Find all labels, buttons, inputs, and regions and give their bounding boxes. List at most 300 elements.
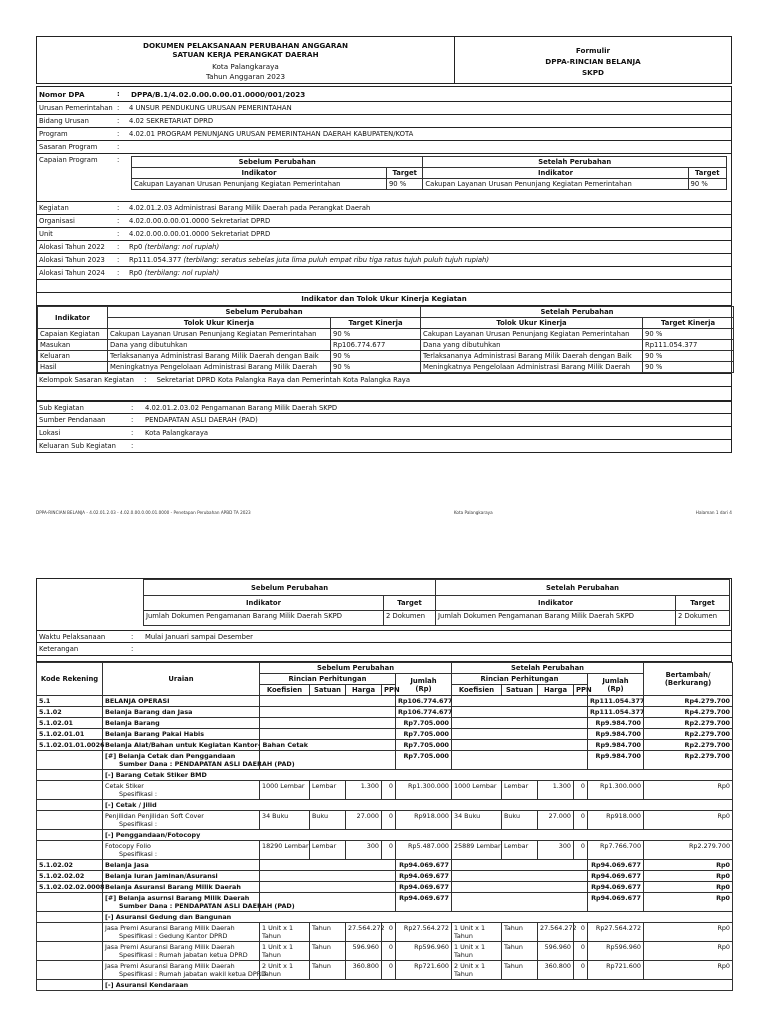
organisasi-value: 4.02.0.00.0.00.01.0000 Sekretariat DPRD [129,217,271,225]
kinerja-cell-ind: Hasil [38,362,108,373]
p2-before-target: 2 Dokumen [384,611,436,626]
rincian-diff: Rp0 [644,882,733,893]
item-spec: Spesifikasi : Rumah jabatan wakil ketua DPRD [119,970,267,978]
rincian-kode-empty [37,781,103,800]
rincian-subgroup-row [37,770,733,781]
alokasi-2023-row: Alokasi Tahun 2023 : Rp111.054.377 (terbilang: seratus sebelas juta lima puluh empat ribu tiga ratus tujuh puluh tujuh rupiah) [36,254,732,267]
item-spec: Spesifikasi : [119,790,157,798]
rincian-kode: 5.1 [37,696,103,707]
header-title-line2: SATUAN KERJA PERANGKAT DAERAH [172,50,319,59]
rincian-subgroup-row [37,800,733,811]
rincian-after-jumlah: Rp94.069.677 [588,860,644,871]
bidang-label: Bidang Urusan [39,117,89,125]
rincian-after-jumlah: Rp111.054.377 [588,696,644,707]
after-rp-label: (Rp) [607,684,624,693]
before-koef-line2: Tahun [262,951,281,959]
rincian-after-jumlah: Rp9.984.700 [588,718,644,729]
waktu-label: Waktu Pelaksanaan [39,632,106,641]
kinerja-cell-b-target: 90 % [331,351,421,362]
form-name-2: SKPD [582,68,604,77]
rincian-kode-empty [37,961,103,980]
rincian-before-jumlah: Rp106.774.677 [396,696,452,707]
alokasi-2022-row: Alokasi Tahun 2022 : Rp0 (terbilang: nol rupiah) [36,241,732,254]
rincian-account-row [37,740,733,751]
rincian-uraian: Belanja Barang dan Jasa [103,707,260,718]
rincian-kode-empty [37,841,103,860]
after-jumlah: Rp7.766.700 [588,841,644,860]
rincian-account-row [37,718,733,729]
waktu-value: Mulai Januari sampai Desember [145,632,253,641]
after-col-ppn: PPN [574,685,588,696]
kinerja-cell-a-target: 90 % [643,351,734,362]
sumber-label: Sumber Pendanaan [39,416,106,424]
before-ppn: 0 [382,961,396,980]
rincian-subgroup-row [37,830,733,841]
capaian-after-target: 90 % [688,179,726,190]
rincian-subgroup-row [37,980,733,991]
rincian-after-jumlah [588,674,644,696]
before-harga: 300 [346,841,382,860]
kinerja-section [36,293,732,387]
nomor-dpa-row [36,86,732,102]
rincian-account-row [37,729,733,740]
kinerja-cell-a-tolok: Dana yang dibutuhkan [421,340,643,351]
after-satuan: Tahun [502,961,538,980]
after-koef-line2: Tahun [454,932,473,940]
before-jumlah: Rp5.487.000 [396,841,452,860]
rincian-kode-empty [37,751,103,770]
rincian-kode: 5.1.02.02.02.0008 [37,882,103,893]
before-koef-line2: Tahun [262,970,281,978]
alokasi-2023-note: (terbilang: seratus sebelas juta lima puluh empat ribu tiga ratus tujuh puluh tujuh rupiah) [183,256,489,264]
rincian-diff: Rp0 [644,923,733,942]
rincian-after-jumlah: Rp9.984.700 [588,751,644,770]
after-jumlah: Rp918.000 [588,811,644,830]
before-harga: 360.800 [346,961,382,980]
rincian-subgroup-uraian: [-] Barang Cetak Stiker BMD [103,770,733,781]
rincian-before-header: Sebelum Perubahan [260,663,452,674]
rincian-item-row [37,841,733,860]
after-satuan: Lembar [502,841,538,860]
document-header [36,36,732,84]
kinerja-cell-ind: Masukan [38,340,108,351]
after-koef [452,923,502,942]
kinerja-cell-b-tolok: Cakupan Layanan Urusan Penunjang Kegiatan Pemerintahan [108,329,331,340]
p2-col-indikator-after: Indikator [436,596,676,611]
item-spec: Spesifikasi : [119,850,157,858]
before-koef-line1: 2 Unit x 1 [262,962,294,970]
rincian-before-jumlah [396,674,452,696]
before-satuan: Buku [310,811,346,830]
after-ppn: 0 [574,811,588,830]
rincian-kode-empty [37,800,103,811]
before-jumlah: Rp27.564.272 [396,923,452,942]
after-koef [452,942,502,961]
form-label: Formulir [575,46,611,55]
keluaran-sub-row: Keluaran Sub Kegiatan : [36,440,732,453]
p2-before-indikator: Jumlah Dokumen Pengamanan Barang Milik Daerah SKPD [144,611,384,626]
rincian-kode-empty [37,893,103,912]
header-year: Tahun Anggaran 2023 [205,72,286,81]
before-koef [260,781,310,800]
after-ppn: 0 [574,841,588,860]
rincian-kode: 5.1.02.01.01.0026 [37,740,103,751]
header-region: Kota Palangkaraya [212,62,279,71]
after-harga: 360.800 [538,961,574,980]
rincian-before-jumlah: Rp94.069.677 [396,882,452,893]
before-col-harga: Harga [346,685,382,696]
alokasi-2024-label: Alokasi Tahun 2024 [39,269,105,277]
rincian-kode-empty [37,811,103,830]
rincian-empty [452,740,588,751]
rincian-diff: Rp2.279.700 [644,718,733,729]
before-koef-line1: 1 Unit x 1 [262,943,294,951]
kinerja-col-target-before: Target Kinerja [331,318,421,329]
rincian-kode-empty [37,912,103,923]
rincian-kode: 5.1.02.01 [37,718,103,729]
before-koef-line1: 1 Unit x 1 [262,924,294,932]
p2-col-target-after: Target [676,596,730,611]
before-jumlah: Rp1.300.000 [396,781,452,800]
bidang-value: 4.02 SEKRETARIAT DPRD [129,117,214,125]
kinerja-col-tolok-before: Tolok Ukur Kinerja [108,318,331,329]
before-satuan: Lembar [310,781,346,800]
sumber-row: Sumber Pendanaan : PENDAPATAN ASLI DAERAH (PAD) [36,414,732,427]
rincian-uraian: Belanja Alat/Bahan untuk Kegiatan Kantor- Bahan Cetak [103,740,260,751]
before-koef [260,923,310,942]
after-koef-line1: 1 Unit x 1 [454,924,486,932]
before-jumlah: Rp596.960 [396,942,452,961]
kelompok-row: Kelompok Sasaran Kegiatan : Sekretariat DPRD Kota Palangka Raya dan Pemerintah Kota Palangka Raya [37,373,731,386]
before-ppn: 0 [382,923,396,942]
group-title: [#] Belanja asurnsi Barang Milik Daerah [105,894,250,902]
rincian-after-rincian: Rincian Perhitungan [452,674,588,685]
item-spec: Spesifikasi : Rumah jabatan ketua DPRD [119,951,248,959]
rincian-before-jumlah: Rp7.705.000 [396,718,452,729]
form-name-1: DPPA-RINCIAN BELANJA [545,57,641,66]
item-title: Fotocopy Folio [105,842,151,850]
capaian-table-wrap [131,156,731,190]
after-jumlah: Rp596.960 [588,942,644,961]
rincian-uraian: Belanja Barang Pakai Habis [103,729,260,740]
form-name-block [455,37,731,83]
before-koef-line2: Tahun [262,932,281,940]
unit-row: Unit : 4.02.0.00.0.00.01.0000 Sekretariat DPRD [36,228,732,241]
before-col-koef: Koefisien [260,685,310,696]
kinerja-cell-b-target: 90 % [331,362,421,373]
after-koef-line1: 34 Buku [454,812,481,820]
urusan-label: Urusan Pemerintahan [39,104,113,112]
rincian-diff: Rp2.279.700 [644,729,733,740]
before-harga: 27.000 [346,811,382,830]
kinerja-cell-b-tolok: Terlaksananya Administrasi Barang Milik Daerah dengan Baik [108,351,331,362]
alokasi-2022-label: Alokasi Tahun 2022 [39,243,105,251]
p2-col-target-before: Target [384,596,436,611]
rincian-account-row [37,707,733,718]
rincian-item-row [37,781,733,800]
page-footer [36,510,732,515]
after-koef [452,811,502,830]
before-ppn: 0 [382,781,396,800]
rincian-after-jumlah: Rp94.069.677 [588,871,644,882]
capaian-table [131,156,727,190]
before-satuan: Lembar [310,841,346,860]
before-harga: 1.300 [346,781,382,800]
after-jumlah: Rp27.564.272 [588,923,644,942]
item-title: Penjilidan Penjilidan Soft Cover [105,812,204,820]
rincian-subgroup-uraian: [-] Cetak / Jilid [103,800,733,811]
before-koef [260,961,310,980]
rincian-diff: Rp0 [644,781,733,800]
rincian-group-uraian [103,893,295,912]
rincian-account-row [37,696,733,707]
before-col-ppn: PPN [382,685,396,696]
rincian-kode-empty [37,980,103,991]
after-koef [452,961,502,980]
unit-value: 4.02.0.00.0.00.01.0000 Sekretariat DPRD [129,230,271,238]
rincian-item-row [37,942,733,961]
rincian-before-jumlah: Rp7.705.000 [396,729,452,740]
rincian-diff: Rp0 [644,860,733,871]
after-ppn: 0 [574,942,588,961]
rincian-subgroup-uraian: [-] Asuransi Kendaraan [103,980,733,991]
rincian-diff: Rp0 [644,871,733,882]
after-satuan: Lembar [502,781,538,800]
before-harga: 596.960 [346,942,382,961]
kinerja-cell-a-tolok: Terlaksananya Administrasi Barang Milik Daerah dengan Baik [421,351,643,362]
kinerja-col-target-after: Target Kinerja [643,318,734,329]
rincian-item-uraian [103,841,260,860]
after-koef-line1: 1000 Lembar [454,782,497,790]
sasaran-row: Sasaran Program : [36,141,732,154]
page2-indicator-table [143,579,730,626]
rincian-kode-empty [37,942,103,961]
before-koef-line1: 18290 Lembar [262,842,309,850]
rincian-account-row [37,871,733,882]
rincian-after-jumlah: Rp94.069.677 [588,882,644,893]
header-title-block [37,37,455,83]
rincian-empty [260,860,396,871]
before-satuan: Tahun [310,942,346,961]
rincian-diff: Rp0 [644,942,733,961]
organisasi-label: Organisasi [39,217,75,225]
kinerja-before-header: Sebelum Perubahan [108,307,421,318]
kinerja-cell-b-tolok: Dana yang dibutuhkan [108,340,331,351]
rincian-before-rincian: Rincian Perhitungan [260,674,396,685]
berkurang-label: (Berkurang) [664,679,712,687]
rincian-before-jumlah: Rp7.705.000 [396,740,452,751]
after-ppn: 0 [574,923,588,942]
kinerja-cell-b-target: 90 % [331,329,421,340]
rincian-uraian: Belanja Iuran Jaminan/Asuransi [103,871,260,882]
rincian-diff: Rp0 [644,811,733,830]
before-jumlah: Rp721.600 [396,961,452,980]
before-koef [260,942,310,961]
kegiatan-value: 4.02.01.2.03 Administrasi Barang Milik Daerah pada Perangkat Daerah [129,204,371,212]
rincian-col-uraian: Uraian [103,663,260,696]
rincian-empty [452,751,588,770]
rincian-item-row [37,811,733,830]
rincian-subgroup-uraian: [-] Penggandaan/Fotocopy [103,830,733,841]
rincian-group-row [37,751,733,770]
rincian-kode-empty [37,923,103,942]
rincian-after-jumlah: Rp111.054.377 [588,707,644,718]
page-1 [36,36,732,515]
unit-label: Unit [39,230,53,238]
group-title: [#] Belanja Cetak dan Penggandaan [105,752,236,760]
waktu-row: Waktu Pelaksanaan : Mulai Januari sampai Desember [36,630,732,643]
before-rp-label: (Rp) [415,684,432,693]
p2-after-header: Setelah Perubahan [436,580,730,596]
capaian-col-target-before: Target [386,168,422,179]
lokasi-label: Lokasi [39,429,61,437]
rincian-before-jumlah: Rp94.069.677 [396,860,452,871]
after-col-satuan: Satuan [502,685,538,696]
rincian-empty [260,729,396,740]
before-jumlah-label: Jumlah [410,676,437,685]
capaian-row: Capaian Program : Sebelum Perubahan Setelah Perubahan Indikator Target Indikator Target Cakupan Layanan Urusan Penunjang Kegiatan Pemerintahan 90 % Cakupan Layanan Urusan Penunjang Kegiatan Pemerintahan 90 % [36,154,732,202]
kelompok-value: Sekretariat DPRD Kota Palangka Raya dan Pemerintah Kota Palangka Raya [156,376,410,384]
capaian-before-indikator: Cakupan Layanan Urusan Penunjang Kegiatan Pemerintahan [132,179,387,190]
rincian-diff: Rp4.279.700 [644,696,733,707]
rincian-uraian: BELANJA OPERASI [103,696,260,707]
after-koef-line2: Tahun [454,970,473,978]
item-spec: Spesifikasi : Gedung Kantor DPRD [119,932,228,940]
footer-left: DPPA-RINCIAN BELANJA - 4.02.01.2.03 - 4.02.0.00.0.00.01.0000 - Penetapan Perubahan APBD TA 2023 [36,510,251,515]
footer-right: Halaman 1 dari 4 [695,510,732,515]
before-jumlah: Rp918.000 [396,811,452,830]
rincian-account-row [37,882,733,893]
rincian-after-jumlah: Rp9.984.700 [588,740,644,751]
kinerja-title: Indikator dan Tolok Ukur Kinerja Kegiatan [37,293,731,306]
capaian-col-indikator-after: Indikator [423,168,688,179]
alokasi-2022-note: (terbilang: nol rupiah) [144,243,220,251]
program-value: 4.02.01 PROGRAM PENUNJANG URUSAN PEMERINTAHAN DAERAH KABUPATEN/KOTA [129,130,414,138]
kinerja-cell-a-tolok: Meningkatnya Pengelolaan Administrasi Barang Milik Daerah [421,362,643,373]
spacer-row-2 [36,387,732,401]
rincian-item-uraian [103,961,267,980]
rincian-empty [260,696,396,707]
capaian-label: Capaian Program [39,156,98,164]
rincian-uraian: Belanja Barang [103,718,260,729]
before-col-satuan: Satuan [310,685,346,696]
alokasi-2023-value: Rp111.054.377 [129,256,182,264]
kinerja-cell-ind: Keluaran [38,351,108,362]
sasaran-label: Sasaran Program [39,143,98,151]
rincian-diff: Rp4.279.700 [644,707,733,718]
item-spec: Spesifikasi : [119,820,157,828]
capaian-before-header: Sebelum Perubahan [132,157,423,168]
rincian-empty [452,707,588,718]
p2-after-target: 2 Dokumen [676,611,730,626]
alokasi-2022-value: Rp0 [129,243,143,251]
after-jumlah-label: Jumlah [602,676,629,685]
after-koef [452,781,502,800]
rincian-uraian: Belanja Asuransi Barang Milik Daerah [103,882,260,893]
kinerja-after-header: Setelah Perubahan [421,307,734,318]
rincian-col-kode: Kode Rekening [37,663,103,696]
program-row: Program : 4.02.01 PROGRAM PENUNJANG URUSAN PEMERINTAHAN DAERAH KABUPATEN/KOTA [36,128,732,141]
kinerja-cell-ind: Capaian Kegiatan [38,329,108,340]
alokasi-2024-note: (terbilang: nol rupiah) [144,269,220,277]
rincian-empty [452,860,588,871]
kinerja-cell-b-target: Rp106.774.677 [331,340,421,351]
rincian-item-uraian [103,781,260,800]
alokasi-2024-row: Alokasi Tahun 2024 : Rp0 (terbilang: nol rupiah) [36,267,732,280]
kegiatan-row: Kegiatan : 4.02.01.2.03 Administrasi Barang Milik Daerah pada Perangkat Daerah [36,202,732,215]
rincian-item-row [37,961,733,980]
rincian-diff: Rp2.279.700 [644,751,733,770]
after-satuan: Tahun [502,923,538,942]
rincian-kode: 5.1.02.01.01 [37,729,103,740]
rincian-item-uraian [103,923,260,942]
header-title-line1: DOKUMEN PELAKSANAAN PERUBAHAN ANGGARAN [143,41,348,50]
kegiatan-label: Kegiatan [39,204,69,212]
rincian-diff: Rp0 [644,893,733,912]
kinerja-cell-a-target: 90 % [643,362,734,373]
after-koef-line2: Tahun [454,951,473,959]
sub-kegiatan-label: Sub Kegiatan [39,403,84,412]
rincian-item-uraian [103,811,260,830]
after-harga: 596.960 [538,942,574,961]
rincian-diff: Rp2.279.700 [644,841,733,860]
after-koef [452,841,502,860]
kinerja-row [38,351,734,362]
kinerja-cell-b-tolok: Meningkatnya Pengelolaan Administrasi Barang Milik Daerah [108,362,331,373]
organisasi-row: Organisasi : 4.02.0.00.0.00.01.0000 Sekretariat DPRD [36,215,732,228]
kelompok-label: Kelompok Sasaran Kegiatan [39,376,134,384]
capaian-before-target: 90 % [386,179,422,190]
rincian-kode-empty [37,830,103,841]
spacer-row [36,280,732,293]
item-title: Jasa Premi Asuransi Barang Milik Daerah [105,962,235,970]
before-koef-line1: 34 Buku [262,812,289,820]
nomor-dpa-label: Nomor DPA [39,89,85,99]
after-satuan: Tahun [502,942,538,961]
after-harga: 300 [538,841,574,860]
bidang-row: Bidang Urusan : 4.02 SEKRETARIAT DPRD [36,115,732,128]
after-koef-line1: 2 Unit x 1 [454,962,486,970]
after-jumlah: Rp721.600 [588,961,644,980]
item-title: Jasa Premi Asuransi Barang Milik Daerah [105,924,235,932]
rincian-kode: 5.1.02.02 [37,860,103,871]
rincian-empty [452,871,588,882]
rincian-before-jumlah: Rp106.774.677 [396,707,452,718]
rincian-diff: Rp2.279.700 [644,740,733,751]
after-koef-line1: 25889 Lembar [454,842,501,850]
keluaran-sub-label: Keluaran Sub Kegiatan [39,442,116,450]
kinerja-row [38,340,734,351]
rincian-kode: 5.1.02.02.02 [37,871,103,882]
after-harga: 27.564.272 [538,923,574,942]
item-title: Jasa Premi Asuransi Barang Milik Daerah [105,943,235,951]
item-title: Cetak Stiker [105,782,144,790]
before-koef-line1: 1000 Lembar [262,782,305,790]
capaian-after-header: Setelah Perubahan [423,157,727,168]
bertambah-label: Bertambah/ [665,671,711,679]
after-ppn: 0 [574,961,588,980]
rincian-table [36,662,733,991]
kinerja-cell-a-target: 90 % [643,329,734,340]
kinerja-cell-a-tolok: Cakupan Layanan Urusan Penunjang Kegiatan Pemerintahan [421,329,643,340]
before-ppn: 0 [382,942,396,961]
kinerja-row [38,362,734,373]
rincian-before-jumlah: Rp94.069.677 [396,871,452,882]
p2-before-header: Sebelum Perubahan [144,580,436,596]
keterangan-row: Keterangan : [36,643,732,656]
rincian-uraian: Belanja Jasa [103,860,260,871]
before-koef [260,841,310,860]
